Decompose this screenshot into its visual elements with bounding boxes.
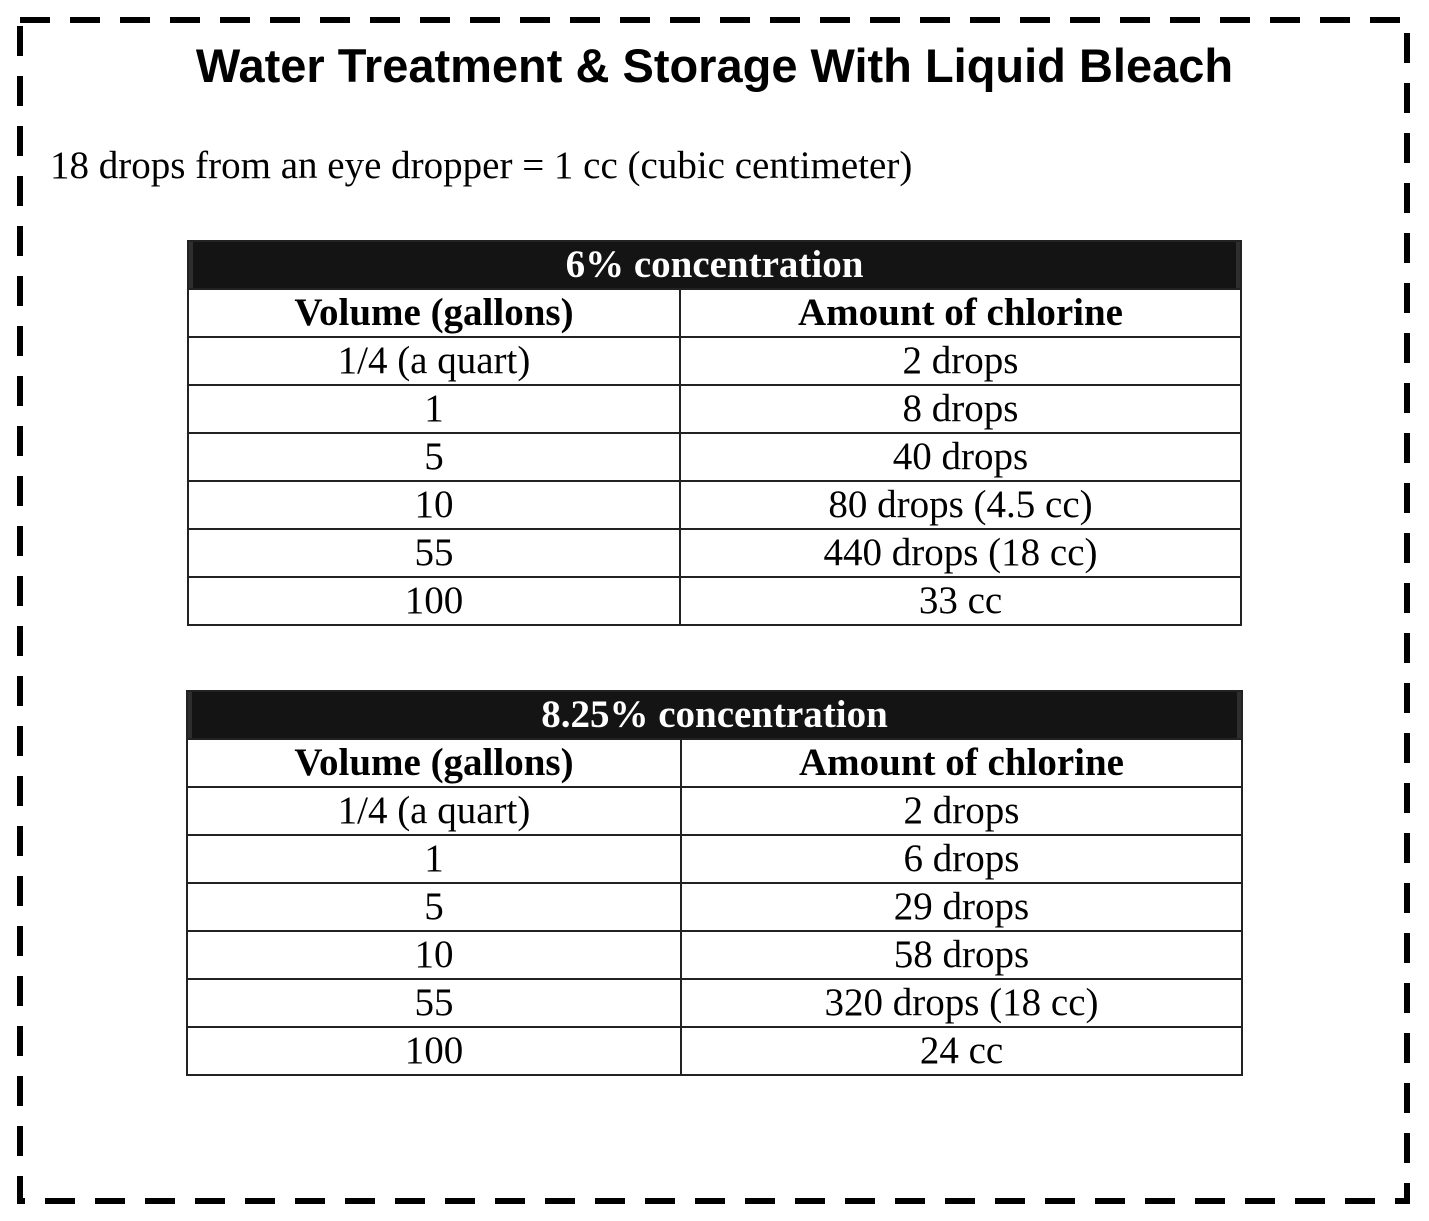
chlorine-cell: 2 drops <box>680 337 1241 385</box>
volume-cell: 100 <box>187 1027 681 1075</box>
table-row <box>187 835 1242 883</box>
column-header-volume: Volume (gallons) <box>187 739 681 787</box>
chlorine-cell: 80 drops (4.5 cc) <box>680 481 1241 529</box>
volume-cell: 5 <box>188 433 680 481</box>
dropper-note: 18 drops from an eye dropper = 1 cc (cubic centimeter) <box>50 144 913 187</box>
chlorine-cell: 320 drops (18 cc) <box>681 979 1242 1027</box>
chlorine-cell: 40 drops <box>680 433 1241 481</box>
table-row <box>188 529 1241 577</box>
page-title: Water Treatment & Storage With Liquid Bleach <box>195 39 1234 92</box>
volume-cell: 100 <box>188 577 680 625</box>
chlorine-cell: 33 cc <box>680 577 1241 625</box>
volume-cell: 10 <box>188 481 680 529</box>
column-header-chlorine: Amount of chlorine <box>680 289 1241 337</box>
volume-cell: 1/4 (a quart) <box>188 337 680 385</box>
chlorine-cell: 440 drops (18 cc) <box>680 529 1241 577</box>
volume-cell: 1 <box>188 385 680 433</box>
table-row <box>188 385 1241 433</box>
table-row <box>188 481 1241 529</box>
volume-cell: 1/4 (a quart) <box>187 787 681 835</box>
table-row <box>187 979 1242 1027</box>
table-row <box>187 883 1242 931</box>
volume-cell: 55 <box>188 529 680 577</box>
volume-cell: 1 <box>187 835 681 883</box>
table-row <box>187 787 1242 835</box>
volume-cell: 10 <box>187 931 681 979</box>
chlorine-cell: 29 drops <box>681 883 1242 931</box>
chlorine-cell: 58 drops <box>681 931 1242 979</box>
chlorine-cell: 8 drops <box>680 385 1241 433</box>
table-row <box>188 337 1241 385</box>
column-header-chlorine: Amount of chlorine <box>681 739 1242 787</box>
chlorine-cell: 2 drops <box>681 787 1242 835</box>
chlorine-cell: 6 drops <box>681 835 1242 883</box>
volume-cell: 55 <box>187 979 681 1027</box>
table-row <box>187 1027 1242 1075</box>
table-row <box>188 577 1241 625</box>
volume-cell: 5 <box>187 883 681 931</box>
concentration-table-8-25-percent <box>186 690 1243 1076</box>
table-heading: 6% concentration <box>188 241 1241 289</box>
table-row <box>188 433 1241 481</box>
table-heading: 8.25% concentration <box>187 691 1242 739</box>
chlorine-cell: 24 cc <box>681 1027 1242 1075</box>
table-row <box>187 931 1242 979</box>
concentration-table-6-percent <box>187 240 1242 626</box>
column-header-volume: Volume (gallons) <box>188 289 680 337</box>
